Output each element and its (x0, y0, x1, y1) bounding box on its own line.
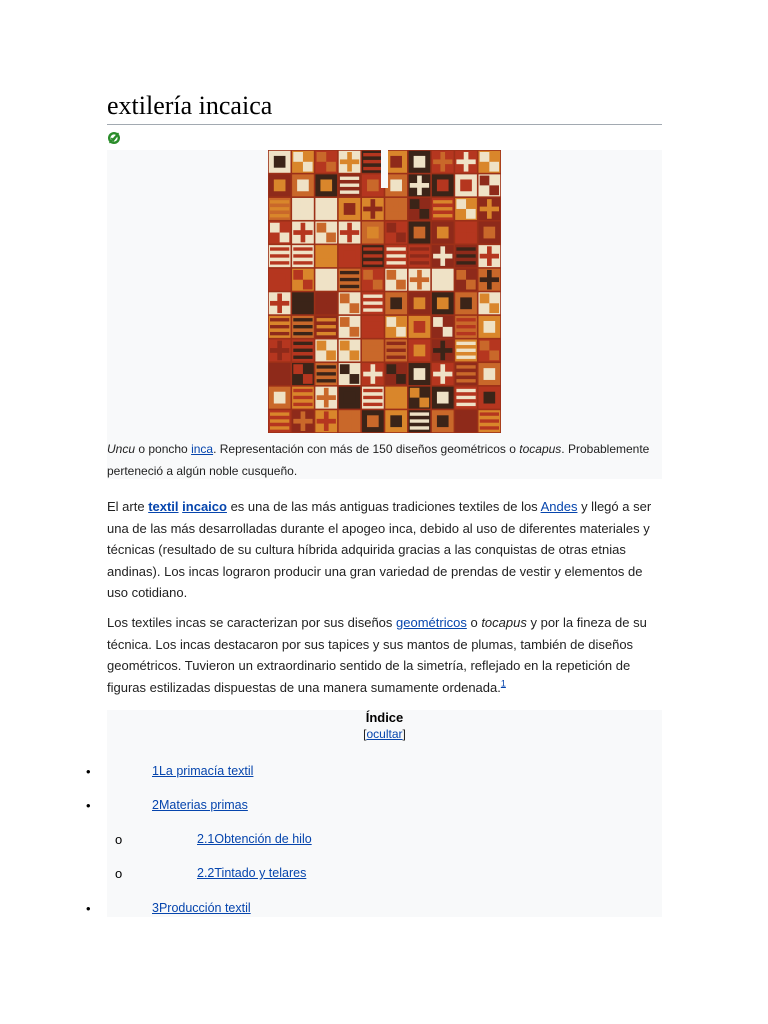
toc-item-tintado-telares[interactable]: 2.2Tintado y telares (197, 866, 307, 880)
design-paragraph (107, 612, 662, 698)
paragraph-text: Los textiles incas se caracterizan por sus diseños (107, 615, 397, 630)
caption-text: . Probablemente perteneció a algún noble cusqueño. (107, 442, 650, 478)
toc-bullet: • (86, 798, 91, 813)
featured-check-icon[interactable] (107, 131, 121, 145)
toc-bullet: • (86, 901, 91, 916)
link-incaico[interactable]: incaico (182, 499, 227, 514)
toc-header (107, 710, 662, 742)
caption-text: . Representación con más de 150 diseños geométricos o (213, 442, 520, 456)
italic-tocapus: tocapus (481, 615, 527, 630)
paragraph-text: y llegó a ser una de las más desarrolladas durante el apogeo inca, debido al uso de diferentes materiales y técnicas (resultado de su cultura híbrida adquirida gracias a las conquistas de otras etnias andinas). Los incas lograron producir una gran variedad de prendas de vestir y elementos de uso cotidiano. (107, 499, 652, 601)
caption-text: o poncho (135, 442, 192, 456)
paragraph-text: o (466, 615, 482, 630)
caption-italic-tocapus: tocapus (519, 442, 562, 456)
uncu-textile-image[interactable] (268, 150, 501, 433)
toc-hide-link[interactable]: ocultar (366, 727, 403, 741)
toc-item-produccion-textil[interactable]: 3Producción textil (152, 901, 251, 915)
figure-caption (107, 438, 655, 482)
toc-subbullet: o (115, 866, 123, 881)
caption-link-inca[interactable]: inca (191, 442, 214, 456)
figure-box (107, 150, 662, 479)
link-andes[interactable]: Andes (540, 499, 578, 514)
toc-bullet: • (86, 764, 91, 779)
toc-item-primacia-textil[interactable]: 1La primacía textil (152, 764, 254, 778)
toc-item-materias-primas[interactable]: 2Materias primas (152, 798, 248, 812)
intro-paragraph (107, 496, 662, 604)
reference-link[interactable]: 1 (500, 678, 506, 689)
paragraph-text: El arte (107, 499, 149, 514)
toc-subbullet: o (115, 832, 123, 847)
paragraph-text: es una de las más antiguas tradiciones textiles de los (226, 499, 541, 514)
toc-bracket: [ (363, 727, 367, 741)
toc-item-obtencion-hilo[interactable]: 2.1Obtención de hilo (197, 832, 312, 846)
paragraph-text: y por la fineza de su técnica. Los incas destacaron por sus tapices y sus mantos de plumas, también de diseños geométricos. Tuvieron un extraordinario sentido de la simetría, reflejado en la repetición de figuras estilizadas dispuestas de una manera sumamente ordenada. (107, 615, 647, 695)
toc-toggle (107, 726, 662, 742)
link-textil[interactable]: textil (148, 499, 179, 514)
caption-italic-uncu: Uncu (107, 442, 136, 456)
toc-title: Índice (365, 710, 404, 725)
toc-bracket: ] (402, 727, 406, 741)
link-geometricos[interactable]: geométricos (396, 615, 467, 630)
page-title: extilería incaica (107, 90, 662, 125)
